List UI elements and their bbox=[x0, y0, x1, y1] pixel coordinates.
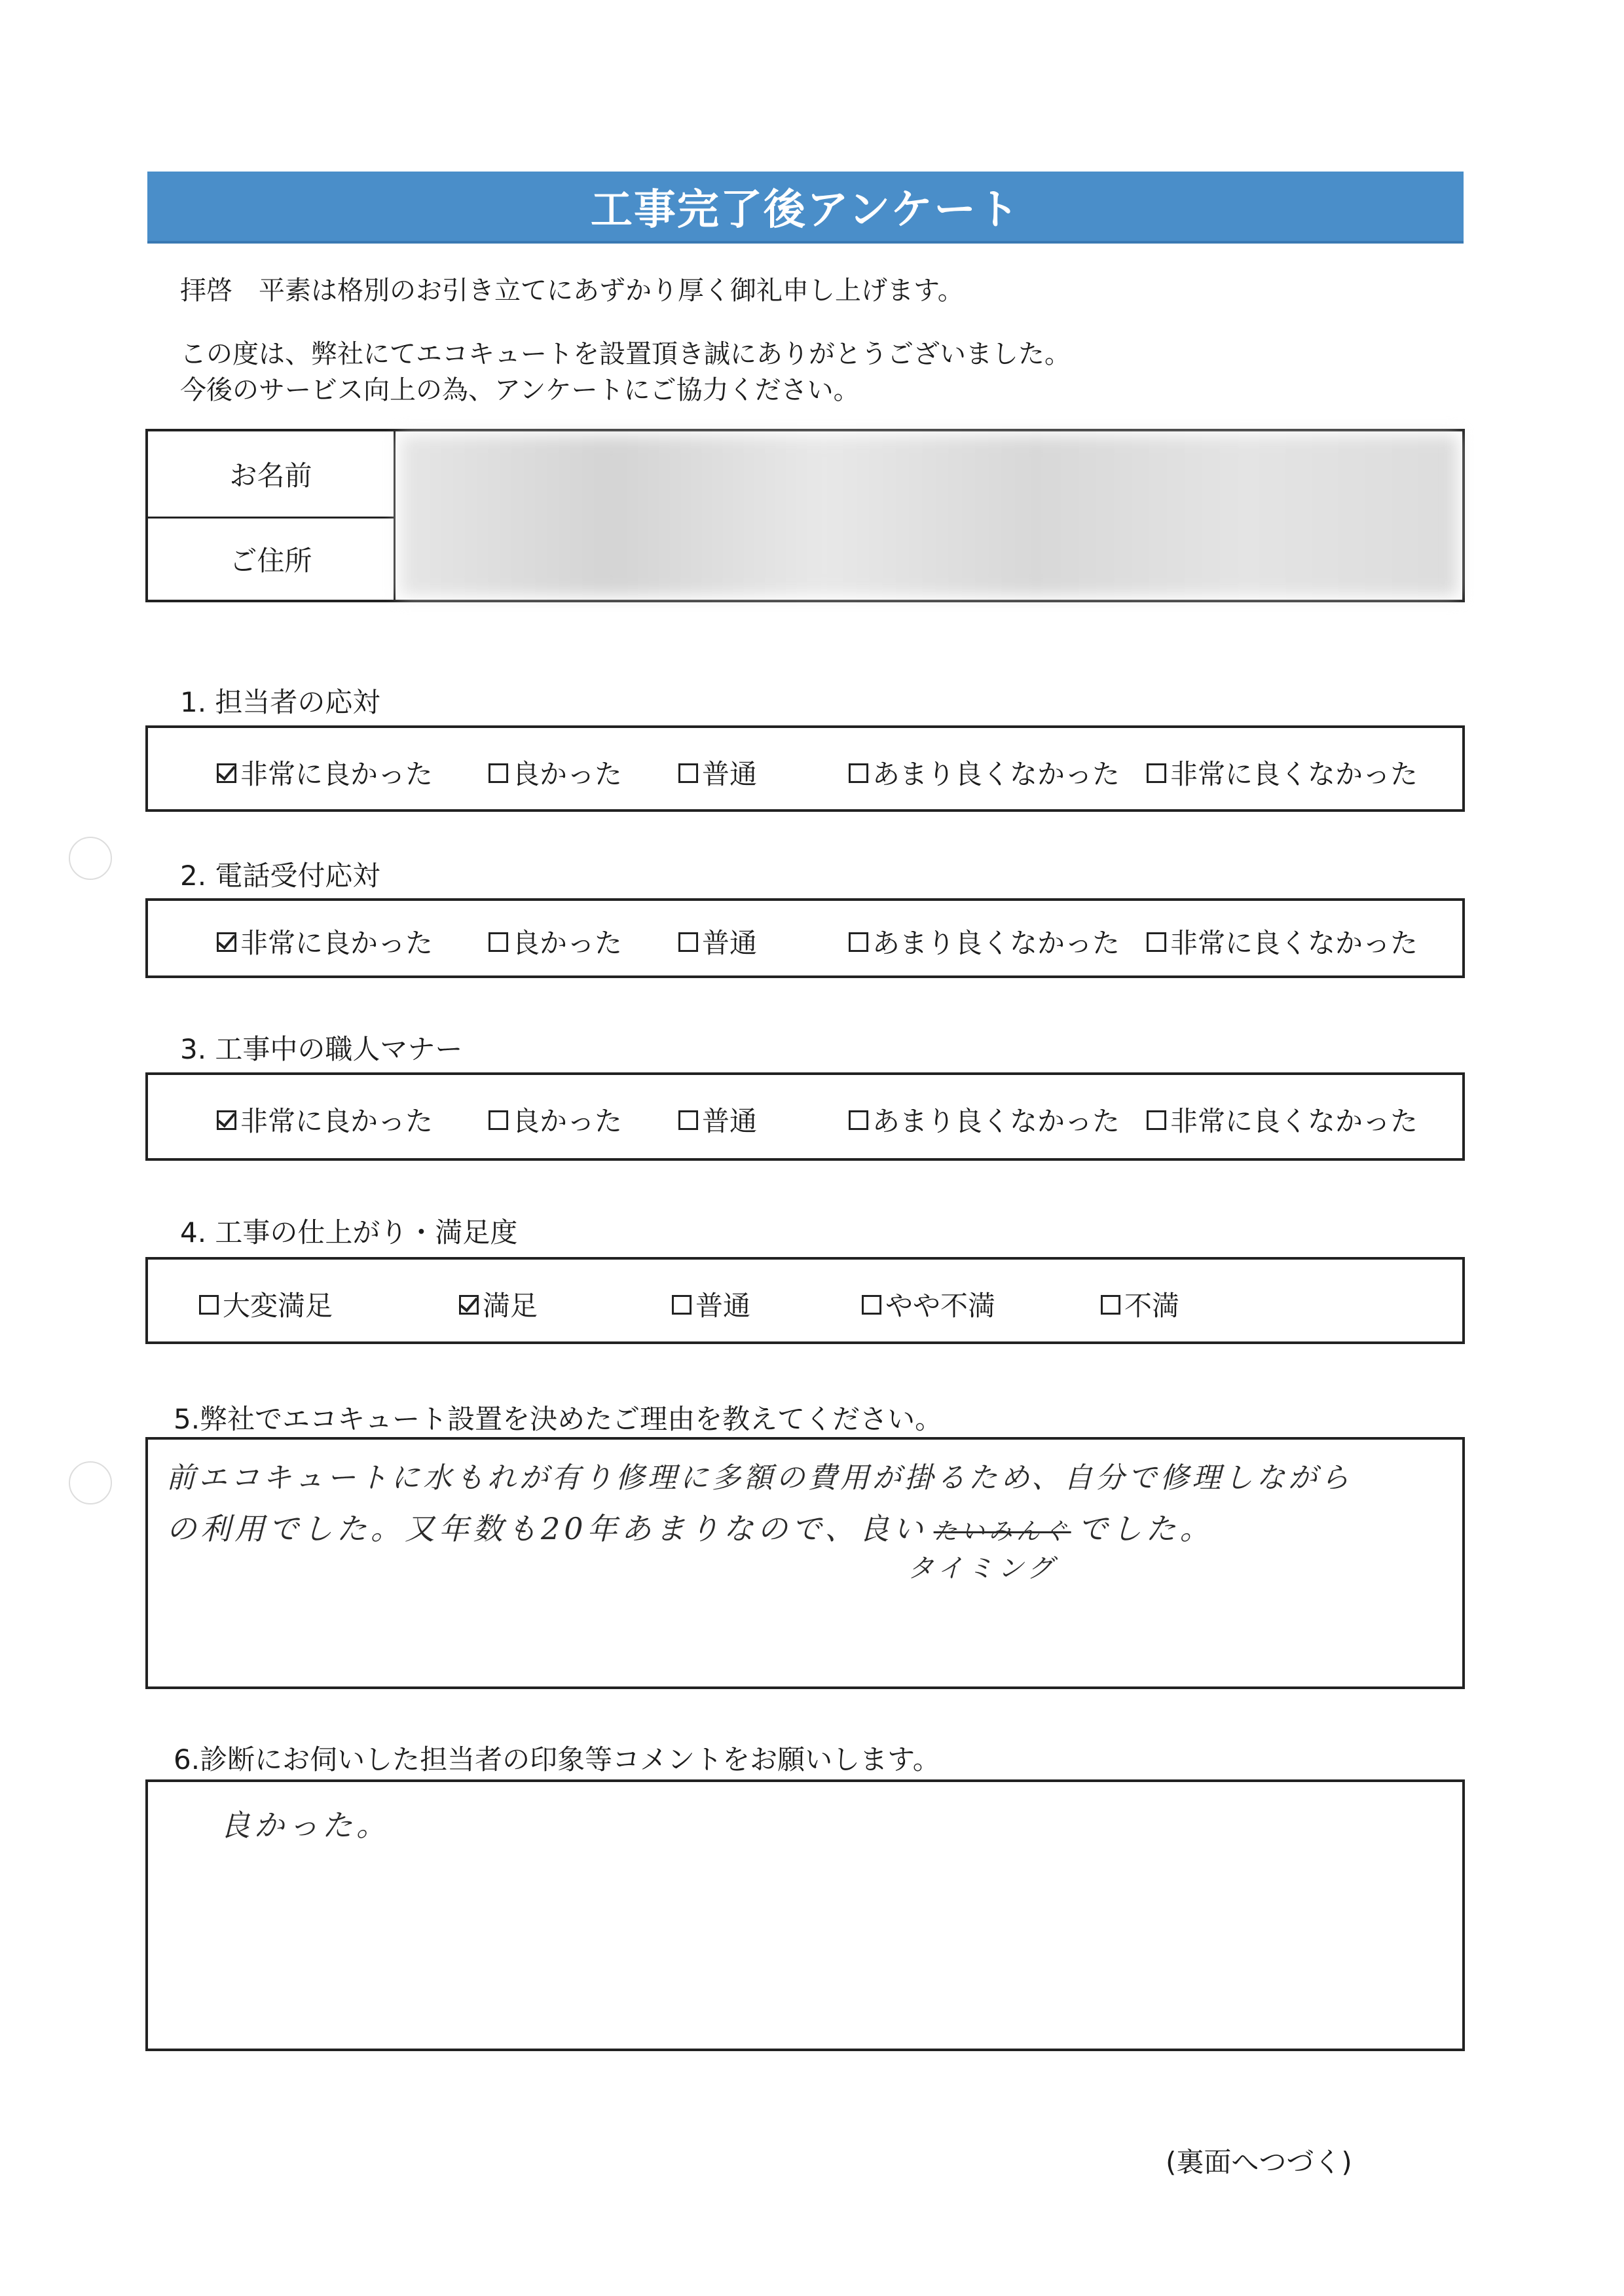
q5-correction-insert: タイミング bbox=[908, 1554, 1058, 1584]
q2-option-very-good[interactable]: 非常に良かった bbox=[217, 922, 433, 961]
q6-answer: 良かった。 bbox=[220, 1808, 390, 1843]
checkbox-icon[interactable] bbox=[849, 932, 868, 952]
q3-option-average[interactable]: 普通 bbox=[678, 1100, 757, 1139]
intro-thanks: この度は、弊社にてエコキュートを設置頂き誠にありがとうございました。 bbox=[180, 339, 1071, 369]
question-4-label: 4. 工事の仕上がり・満足度 bbox=[180, 1216, 518, 1248]
punch-hole-mark bbox=[69, 837, 112, 880]
q5-answer-tail: でした。 bbox=[1077, 1511, 1214, 1546]
q3-option-very-bad[interactable]: 非常に良くなかった bbox=[1147, 1100, 1418, 1139]
question-2-options bbox=[145, 898, 1465, 978]
question-3-options bbox=[145, 1072, 1465, 1161]
name-label: お名前 bbox=[229, 460, 312, 492]
checkbox-icon[interactable] bbox=[672, 1295, 692, 1315]
checkbox-icon[interactable] bbox=[489, 932, 508, 952]
q4-option-satisfied[interactable]: 満足 bbox=[459, 1285, 538, 1324]
checkbox-icon[interactable] bbox=[489, 763, 508, 783]
checkbox-icon[interactable] bbox=[199, 1295, 219, 1315]
checkbox-checked-icon[interactable] bbox=[217, 932, 236, 952]
q1-option-good[interactable]: 良かった bbox=[489, 753, 622, 792]
punch-hole-mark bbox=[69, 1461, 112, 1504]
q1-option-average[interactable]: 普通 bbox=[678, 753, 757, 792]
survey-title-bar bbox=[147, 172, 1464, 244]
checkbox-icon[interactable] bbox=[678, 932, 698, 952]
checkbox-checked-icon[interactable] bbox=[217, 763, 236, 783]
checkbox-icon[interactable] bbox=[862, 1295, 881, 1315]
checkbox-icon[interactable] bbox=[678, 1110, 698, 1130]
intro-greeting: 拝啓 平素は格別のお引き立てにあずかり厚く御礼申し上げます。 bbox=[180, 276, 964, 306]
address-label: ご住所 bbox=[229, 545, 312, 577]
q3-option-very-good[interactable]: 非常に良かった bbox=[217, 1100, 433, 1139]
checkbox-checked-icon[interactable] bbox=[459, 1295, 479, 1315]
checkbox-icon[interactable] bbox=[678, 763, 698, 783]
q5-answer-line-2 bbox=[166, 1505, 1214, 1548]
q1-option-very-good[interactable]: 非常に良かった bbox=[217, 753, 433, 792]
q4-option-slightly-dissatisfied[interactable]: やや不満 bbox=[862, 1285, 995, 1324]
q4-option-very-satisfied[interactable]: 大変満足 bbox=[199, 1285, 333, 1324]
q2-option-average[interactable]: 普通 bbox=[678, 922, 757, 961]
checkbox-icon[interactable] bbox=[1147, 932, 1166, 952]
info-column-line bbox=[394, 431, 396, 600]
q2-option-very-bad[interactable]: 非常に良くなかった bbox=[1147, 922, 1418, 961]
intro-request: 今後のサービス向上の為、アンケートにご協力ください。 bbox=[180, 375, 860, 405]
redacted-personal-info bbox=[400, 435, 1458, 596]
checkbox-icon[interactable] bbox=[849, 1110, 868, 1130]
q3-option-not-good[interactable]: あまり良くなかった bbox=[849, 1100, 1120, 1139]
q1-option-not-good[interactable]: あまり良くなかった bbox=[849, 753, 1120, 792]
customer-info-table bbox=[145, 429, 1465, 602]
checkbox-icon[interactable] bbox=[849, 763, 868, 783]
survey-title: 工事完了後アンケート bbox=[590, 186, 1021, 234]
q2-option-good[interactable]: 良かった bbox=[489, 922, 622, 961]
q5-struck-word: たいみんぐ bbox=[933, 1518, 1071, 1545]
question-6-label: 6.診断にお伺いした担当者の印象等コメントをお願いします。 bbox=[174, 1743, 940, 1776]
checkbox-icon[interactable] bbox=[1147, 763, 1166, 783]
question-2-label: 2. 電話受付応対 bbox=[180, 860, 380, 892]
question-5-label: 5.弊社でエコキュート設置を決めたご理由を教えてください。 bbox=[174, 1403, 943, 1435]
checkbox-icon[interactable] bbox=[1147, 1110, 1166, 1130]
question-6-answer-box[interactable] bbox=[145, 1779, 1465, 2051]
continued-on-back-note: (裏面へつづく) bbox=[1166, 2146, 1352, 2178]
q5-answer-line-2-text: の利用でした。又年数も20年あまりなので、良い bbox=[166, 1511, 927, 1546]
question-5-answer-box[interactable] bbox=[145, 1437, 1465, 1689]
checkbox-checked-icon[interactable] bbox=[217, 1110, 236, 1130]
q3-option-good[interactable]: 良かった bbox=[489, 1100, 622, 1139]
q1-option-very-bad[interactable]: 非常に良くなかった bbox=[1147, 753, 1418, 792]
question-1-label: 1. 担当者の応対 bbox=[180, 686, 380, 718]
q4-option-average[interactable]: 普通 bbox=[672, 1285, 750, 1324]
q5-answer-line-1: 前エコキュートに水もれが有り修理に多額の費用が掛るため、自分で修理しながら bbox=[166, 1461, 1353, 1495]
q4-option-dissatisfied[interactable]: 不満 bbox=[1101, 1285, 1179, 1324]
question-4-options bbox=[145, 1257, 1465, 1344]
question-1-options bbox=[145, 725, 1465, 812]
question-3-label: 3. 工事中の職人マナー bbox=[180, 1033, 463, 1065]
checkbox-icon[interactable] bbox=[1101, 1295, 1120, 1315]
checkbox-icon[interactable] bbox=[489, 1110, 508, 1130]
q2-option-not-good[interactable]: あまり良くなかった bbox=[849, 922, 1120, 961]
